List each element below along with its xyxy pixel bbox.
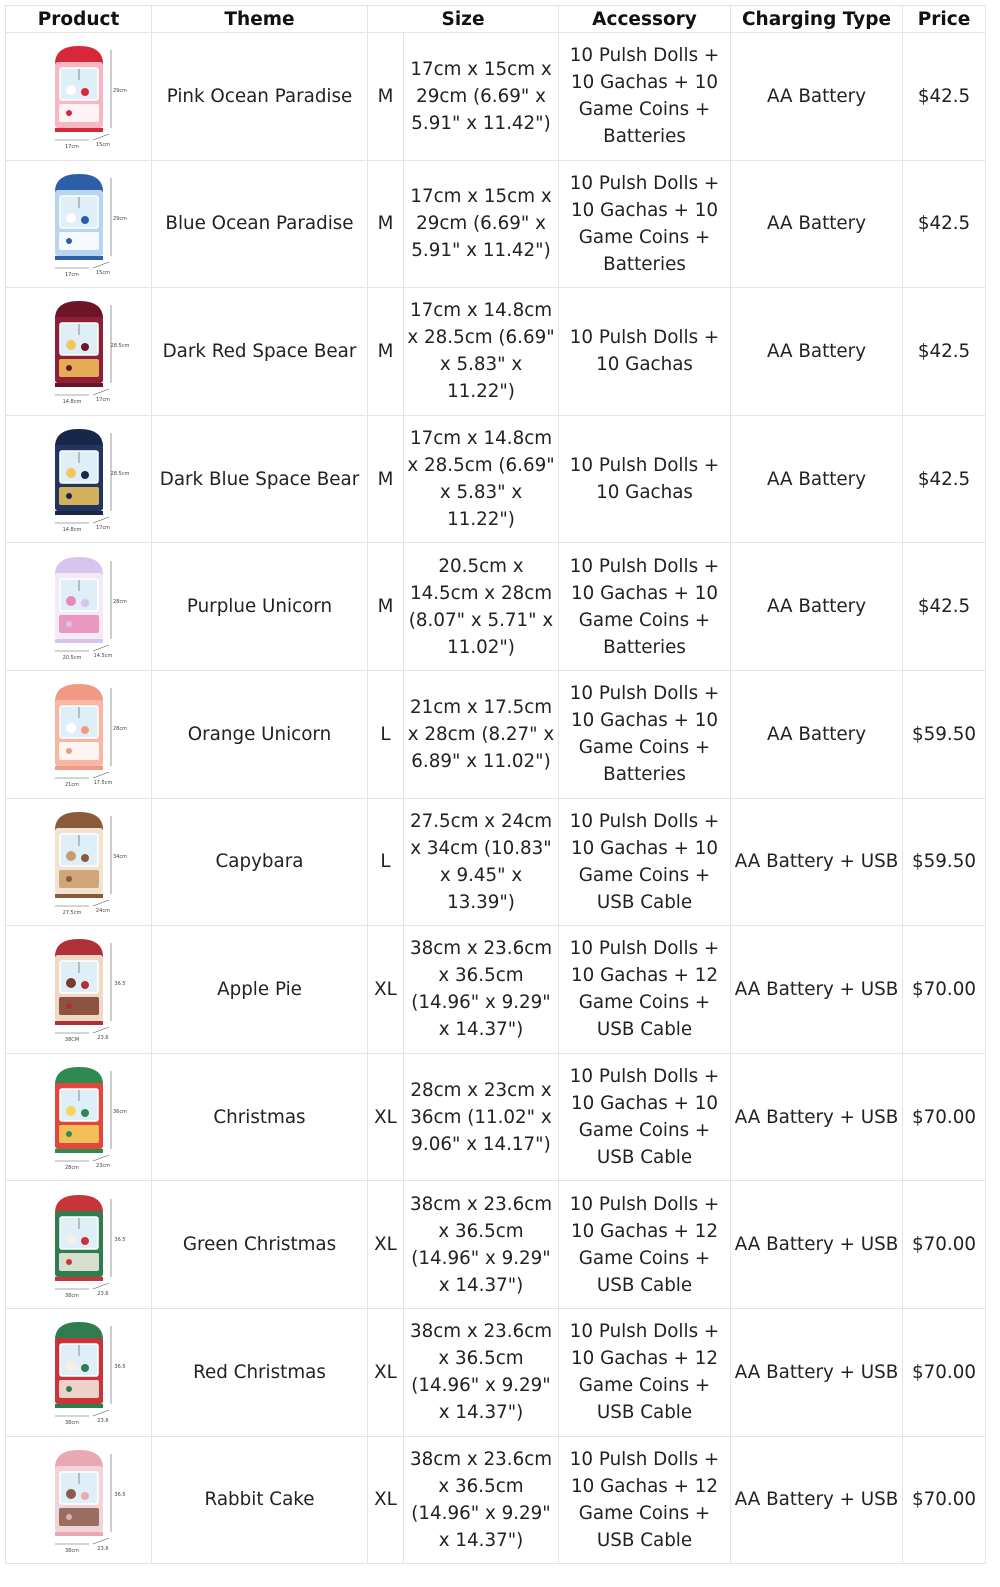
- control-panel: [59, 1380, 99, 1398]
- claw-machine-image: [29, 674, 129, 794]
- joystick-button: [66, 493, 72, 499]
- plush-toy: [81, 981, 89, 989]
- plush-toy: [66, 1489, 76, 1499]
- size-code-cell: M: [368, 543, 404, 671]
- header-size: Size: [368, 6, 559, 33]
- joystick-button: [66, 110, 72, 116]
- dimension-label: 17cm: [64, 271, 79, 278]
- joystick-button: [66, 748, 72, 754]
- price-cell: $70.00: [903, 1436, 986, 1564]
- machine-base: [55, 256, 103, 260]
- machine-roof: [55, 301, 103, 319]
- plush-toy: [81, 1237, 89, 1245]
- table-body: [6, 33, 986, 1564]
- plush-toy: [81, 88, 89, 96]
- dimension-label: 20.5cm: [62, 654, 81, 661]
- plush-toy: [66, 723, 76, 733]
- machine-base: [55, 894, 103, 898]
- table-row: [6, 1436, 986, 1564]
- dimension-label: 17cm: [95, 397, 110, 404]
- charging-type-cell: AA Battery: [731, 160, 903, 288]
- product-image-cell: [6, 160, 152, 288]
- dimension-label: 34cm: [112, 853, 127, 860]
- joystick-button: [66, 1386, 72, 1392]
- depth-dimension-line: [93, 1027, 109, 1033]
- dimension-label: 15cm: [95, 142, 110, 149]
- machine-base: [55, 766, 103, 770]
- plush-toy: [81, 726, 89, 734]
- dimension-label: 36cm: [112, 1109, 127, 1116]
- dimensions-cell: 17cm x 15cm x 29cm (6.69" x 5.91" x 11.42"): [404, 33, 559, 161]
- machine-roof: [55, 1067, 103, 1085]
- theme-cell: Rabbit Cake: [152, 1436, 368, 1564]
- product-image-cell: [6, 1053, 152, 1181]
- machine-roof: [55, 812, 103, 830]
- plush-toy: [81, 1109, 89, 1117]
- control-panel: [59, 487, 99, 505]
- machine-roof: [55, 557, 103, 575]
- dimension-label: 17cm: [64, 144, 79, 151]
- accessory-cell: 10 Pulsh Dolls + 10 Gachas + 10 Game Coins + Batteries: [559, 160, 731, 288]
- theme-cell: Green Christmas: [152, 1181, 368, 1309]
- joystick-button: [66, 1003, 72, 1009]
- dimensions-cell: 17cm x 15cm x 29cm (6.69" x 5.91" x 11.42"): [404, 160, 559, 288]
- machine-base: [55, 128, 103, 132]
- size-code-cell: M: [368, 415, 404, 543]
- theme-cell: Apple Pie: [152, 926, 368, 1054]
- dimension-label: 23.6: [96, 1035, 109, 1042]
- table-row: [6, 160, 986, 288]
- dimension-label: 36.5: [113, 1491, 126, 1498]
- machine-base: [55, 639, 103, 643]
- depth-dimension-line: [93, 1538, 109, 1544]
- machine-base: [55, 1277, 103, 1281]
- theme-cell: Pink Ocean Paradise: [152, 33, 368, 161]
- control-panel: [59, 1125, 99, 1143]
- charging-type-cell: AA Battery + USB: [731, 1181, 903, 1309]
- theme-cell: Purplue Unicorn: [152, 543, 368, 671]
- accessory-cell: 10 Pulsh Dolls + 10 Gachas + 10 Game Coins + USB Cable: [559, 798, 731, 926]
- depth-dimension-line: [93, 262, 109, 268]
- depth-dimension-line: [93, 900, 109, 906]
- product-image-cell: [6, 798, 152, 926]
- header-charging-type: Charging Type: [731, 6, 903, 33]
- product-image-cell: [6, 1436, 152, 1564]
- depth-dimension-line: [93, 134, 109, 140]
- machine-roof: [55, 174, 103, 192]
- plush-toy: [81, 343, 89, 351]
- accessory-cell: 10 Pulsh Dolls + 10 Gachas + 12 Game Coins + USB Cable: [559, 1308, 731, 1436]
- dimension-label: 28.5cm: [110, 471, 129, 478]
- depth-dimension-line: [93, 772, 109, 778]
- table-row: [6, 543, 986, 671]
- theme-cell: Dark Red Space Bear: [152, 288, 368, 416]
- depth-dimension-line: [93, 1283, 109, 1289]
- machine-base: [55, 1532, 103, 1536]
- dimensions-cell: 38cm x 23.6cm x 36.5cm (14.96" x 9.29" x 14.37"): [404, 1181, 559, 1309]
- product-image-cell: [6, 33, 152, 161]
- table-row: [6, 1308, 986, 1436]
- plush-toy: [66, 468, 76, 478]
- control-panel: [59, 359, 99, 377]
- size-code-cell: M: [368, 288, 404, 416]
- dimension-label: 36.5: [113, 981, 126, 988]
- dimensions-cell: 38cm x 23.6cm x 36.5cm (14.96" x 9.29" x 14.37"): [404, 926, 559, 1054]
- claw-machine-image: [29, 1312, 129, 1432]
- accessory-cell: 10 Pulsh Dolls + 10 Gachas + 10 Game Coins + Batteries: [559, 33, 731, 161]
- accessory-cell: 10 Pulsh Dolls + 10 Gachas + 12 Game Coins + USB Cable: [559, 926, 731, 1054]
- control-panel: [59, 870, 99, 888]
- dimension-label: 28cm: [112, 598, 127, 605]
- plush-toy: [81, 1364, 89, 1372]
- machine-roof: [55, 1322, 103, 1340]
- dimension-label: 38CM: [64, 1037, 79, 1044]
- header-row: [6, 6, 986, 33]
- plush-toy: [66, 1361, 76, 1371]
- header-product: Product: [6, 6, 152, 33]
- dimension-label: 38cm: [64, 1292, 79, 1299]
- machine-base: [55, 511, 103, 515]
- plush-toy: [66, 85, 76, 95]
- control-panel: [59, 615, 99, 633]
- price-cell: $42.5: [903, 415, 986, 543]
- plush-toy: [66, 1234, 76, 1244]
- header-price: Price: [903, 6, 986, 33]
- claw-machine-image: [29, 929, 129, 1049]
- price-cell: $42.5: [903, 33, 986, 161]
- joystick-button: [66, 1259, 72, 1265]
- claw-machine-image: [29, 1185, 129, 1305]
- table-row: [6, 798, 986, 926]
- size-code-cell: XL: [368, 1053, 404, 1181]
- size-code-cell: L: [368, 798, 404, 926]
- dimension-label: 23.6: [96, 1418, 109, 1425]
- plush-toy: [81, 1492, 89, 1500]
- dimension-label: 36.5: [113, 1364, 126, 1371]
- dimension-label: 14.8cm: [62, 527, 81, 534]
- dimension-label: 14.5cm: [93, 652, 112, 659]
- plush-toy: [66, 340, 76, 350]
- charging-type-cell: AA Battery + USB: [731, 1436, 903, 1564]
- charging-type-cell: AA Battery + USB: [731, 926, 903, 1054]
- machine-roof: [55, 1450, 103, 1468]
- dimension-label: 17.5cm: [93, 780, 112, 787]
- machine-roof: [55, 429, 103, 447]
- joystick-button: [66, 365, 72, 371]
- dimension-label: 29cm: [112, 88, 127, 95]
- product-image-cell: [6, 288, 152, 416]
- table-row: [6, 670, 986, 798]
- price-cell: $42.5: [903, 288, 986, 416]
- dimension-label: 17cm: [95, 525, 110, 532]
- plush-toy: [66, 851, 76, 861]
- machine-roof: [55, 939, 103, 957]
- charging-type-cell: AA Battery + USB: [731, 798, 903, 926]
- control-panel: [59, 997, 99, 1015]
- claw-machine-image: [29, 547, 129, 667]
- price-cell: $59.50: [903, 798, 986, 926]
- dimension-label: 15cm: [95, 269, 110, 276]
- dimension-label: 29cm: [112, 215, 127, 222]
- plush-toy: [66, 1106, 76, 1116]
- joystick-button: [66, 876, 72, 882]
- product-image-cell: [6, 1181, 152, 1309]
- price-cell: $70.00: [903, 1181, 986, 1309]
- charging-type-cell: AA Battery: [731, 670, 903, 798]
- machine-roof: [55, 46, 103, 64]
- charging-type-cell: AA Battery + USB: [731, 1053, 903, 1181]
- table-row: [6, 926, 986, 1054]
- size-code-cell: M: [368, 160, 404, 288]
- plush-toy: [81, 599, 89, 607]
- accessory-cell: 10 Pulsh Dolls + 10 Gachas + 12 Game Coins + USB Cable: [559, 1181, 731, 1309]
- size-code-cell: M: [368, 33, 404, 161]
- header-accessory: Accessory: [559, 6, 731, 33]
- plush-toy: [66, 213, 76, 223]
- claw-machine-image: [29, 419, 129, 539]
- accessory-cell: 10 Pulsh Dolls + 10 Gachas: [559, 415, 731, 543]
- machine-base: [55, 1149, 103, 1153]
- claw-machine-image: [29, 802, 129, 922]
- claw-machine-image: [29, 36, 129, 156]
- product-image-cell: [6, 543, 152, 671]
- dimension-label: 23cm: [95, 1163, 110, 1170]
- joystick-button: [66, 1514, 72, 1520]
- table-row: [6, 1181, 986, 1309]
- charging-type-cell: AA Battery: [731, 288, 903, 416]
- dimensions-cell: 27.5cm x 24cm x 34cm (10.83" x 9.45" x 13.39"): [404, 798, 559, 926]
- dimensions-cell: 38cm x 23.6cm x 36.5cm (14.96" x 9.29" x 14.37"): [404, 1436, 559, 1564]
- charging-type-cell: AA Battery: [731, 33, 903, 161]
- accessory-cell: 10 Pulsh Dolls + 10 Gachas + 10 Game Coins + USB Cable: [559, 1053, 731, 1181]
- claw-machine-image: [29, 1440, 129, 1560]
- control-panel: [59, 1508, 99, 1526]
- dimension-label: 21cm: [64, 782, 79, 789]
- dimension-label: 28cm: [64, 1165, 79, 1172]
- size-code-cell: XL: [368, 926, 404, 1054]
- table-row: [6, 288, 986, 416]
- accessory-cell: 10 Pulsh Dolls + 10 Gachas + 12 Game Coins + USB Cable: [559, 1436, 731, 1564]
- theme-cell: Red Christmas: [152, 1308, 368, 1436]
- header-theme: Theme: [152, 6, 368, 33]
- accessory-cell: 10 Pulsh Dolls + 10 Gachas + 10 Game Coins + Batteries: [559, 543, 731, 671]
- size-code-cell: XL: [368, 1436, 404, 1564]
- price-cell: $70.00: [903, 1053, 986, 1181]
- joystick-button: [66, 621, 72, 627]
- control-panel: [59, 232, 99, 250]
- charging-type-cell: AA Battery + USB: [731, 1308, 903, 1436]
- control-panel: [59, 1253, 99, 1271]
- dimensions-cell: 17cm x 14.8cm x 28.5cm (6.69" x 5.83" x 11.22"): [404, 415, 559, 543]
- dimensions-cell: 28cm x 23cm x 36cm (11.02" x 9.06" x 14.17"): [404, 1053, 559, 1181]
- dimension-label: 28cm: [112, 726, 127, 733]
- accessory-cell: 10 Pulsh Dolls + 10 Gachas: [559, 288, 731, 416]
- plush-toy: [66, 596, 76, 606]
- dimensions-cell: 21cm x 17.5cm x 28cm (8.27" x 6.89" x 11.02"): [404, 670, 559, 798]
- theme-cell: Christmas: [152, 1053, 368, 1181]
- price-cell: $70.00: [903, 1308, 986, 1436]
- joystick-button: [66, 238, 72, 244]
- dimension-label: 14.8cm: [62, 399, 81, 406]
- product-image-cell: [6, 926, 152, 1054]
- dimension-label: 36.5: [113, 1236, 126, 1243]
- dimensions-cell: 38cm x 23.6cm x 36.5cm (14.96" x 9.29" x 14.37"): [404, 1308, 559, 1436]
- theme-cell: Dark Blue Space Bear: [152, 415, 368, 543]
- dimensions-cell: 17cm x 14.8cm x 28.5cm (6.69" x 5.83" x 11.22"): [404, 288, 559, 416]
- product-image-cell: [6, 1308, 152, 1436]
- table-row: [6, 1053, 986, 1181]
- machine-base: [55, 1404, 103, 1408]
- machine-base: [55, 1021, 103, 1025]
- theme-cell: Capybara: [152, 798, 368, 926]
- product-image-cell: [6, 415, 152, 543]
- size-code-cell: XL: [368, 1308, 404, 1436]
- control-panel: [59, 742, 99, 760]
- plush-toy: [81, 471, 89, 479]
- size-code-cell: XL: [368, 1181, 404, 1309]
- depth-dimension-line: [93, 389, 109, 395]
- dimensions-cell: 20.5cm x 14.5cm x 28cm (8.07" x 5.71" x 11.02"): [404, 543, 559, 671]
- machine-roof: [55, 1195, 103, 1213]
- charging-type-cell: AA Battery: [731, 415, 903, 543]
- table-row: [6, 415, 986, 543]
- machine-roof: [55, 684, 103, 702]
- claw-machine-image: [29, 164, 129, 284]
- product-image-cell: [6, 670, 152, 798]
- depth-dimension-line: [93, 1155, 109, 1161]
- dimension-label: 23.6: [96, 1290, 109, 1297]
- accessory-cell: 10 Pulsh Dolls + 10 Gachas + 10 Game Coins + Batteries: [559, 670, 731, 798]
- depth-dimension-line: [93, 645, 109, 651]
- dimension-label: 38cm: [64, 1547, 79, 1554]
- dimension-label: 24cm: [95, 907, 110, 914]
- depth-dimension-line: [93, 517, 109, 523]
- price-cell: $59.50: [903, 670, 986, 798]
- claw-machine-image: [29, 291, 129, 411]
- depth-dimension-line: [93, 1410, 109, 1416]
- theme-cell: Blue Ocean Paradise: [152, 160, 368, 288]
- price-cell: $42.5: [903, 543, 986, 671]
- dimension-label: 28.5cm: [110, 343, 129, 350]
- claw-machine-image: [29, 1057, 129, 1177]
- dimension-label: 23.6: [96, 1545, 109, 1552]
- charging-type-cell: AA Battery: [731, 543, 903, 671]
- dimension-label: 27.5cm: [62, 909, 81, 916]
- size-code-cell: L: [368, 670, 404, 798]
- theme-cell: Orange Unicorn: [152, 670, 368, 798]
- control-panel: [59, 104, 99, 122]
- joystick-button: [66, 1131, 72, 1137]
- machine-base: [55, 383, 103, 387]
- product-comparison-table: [5, 5, 986, 1564]
- plush-toy: [66, 978, 76, 988]
- plush-toy: [81, 216, 89, 224]
- plush-toy: [81, 854, 89, 862]
- price-cell: $42.5: [903, 160, 986, 288]
- table-row: [6, 33, 986, 161]
- price-cell: $70.00: [903, 926, 986, 1054]
- dimension-label: 38cm: [64, 1420, 79, 1427]
